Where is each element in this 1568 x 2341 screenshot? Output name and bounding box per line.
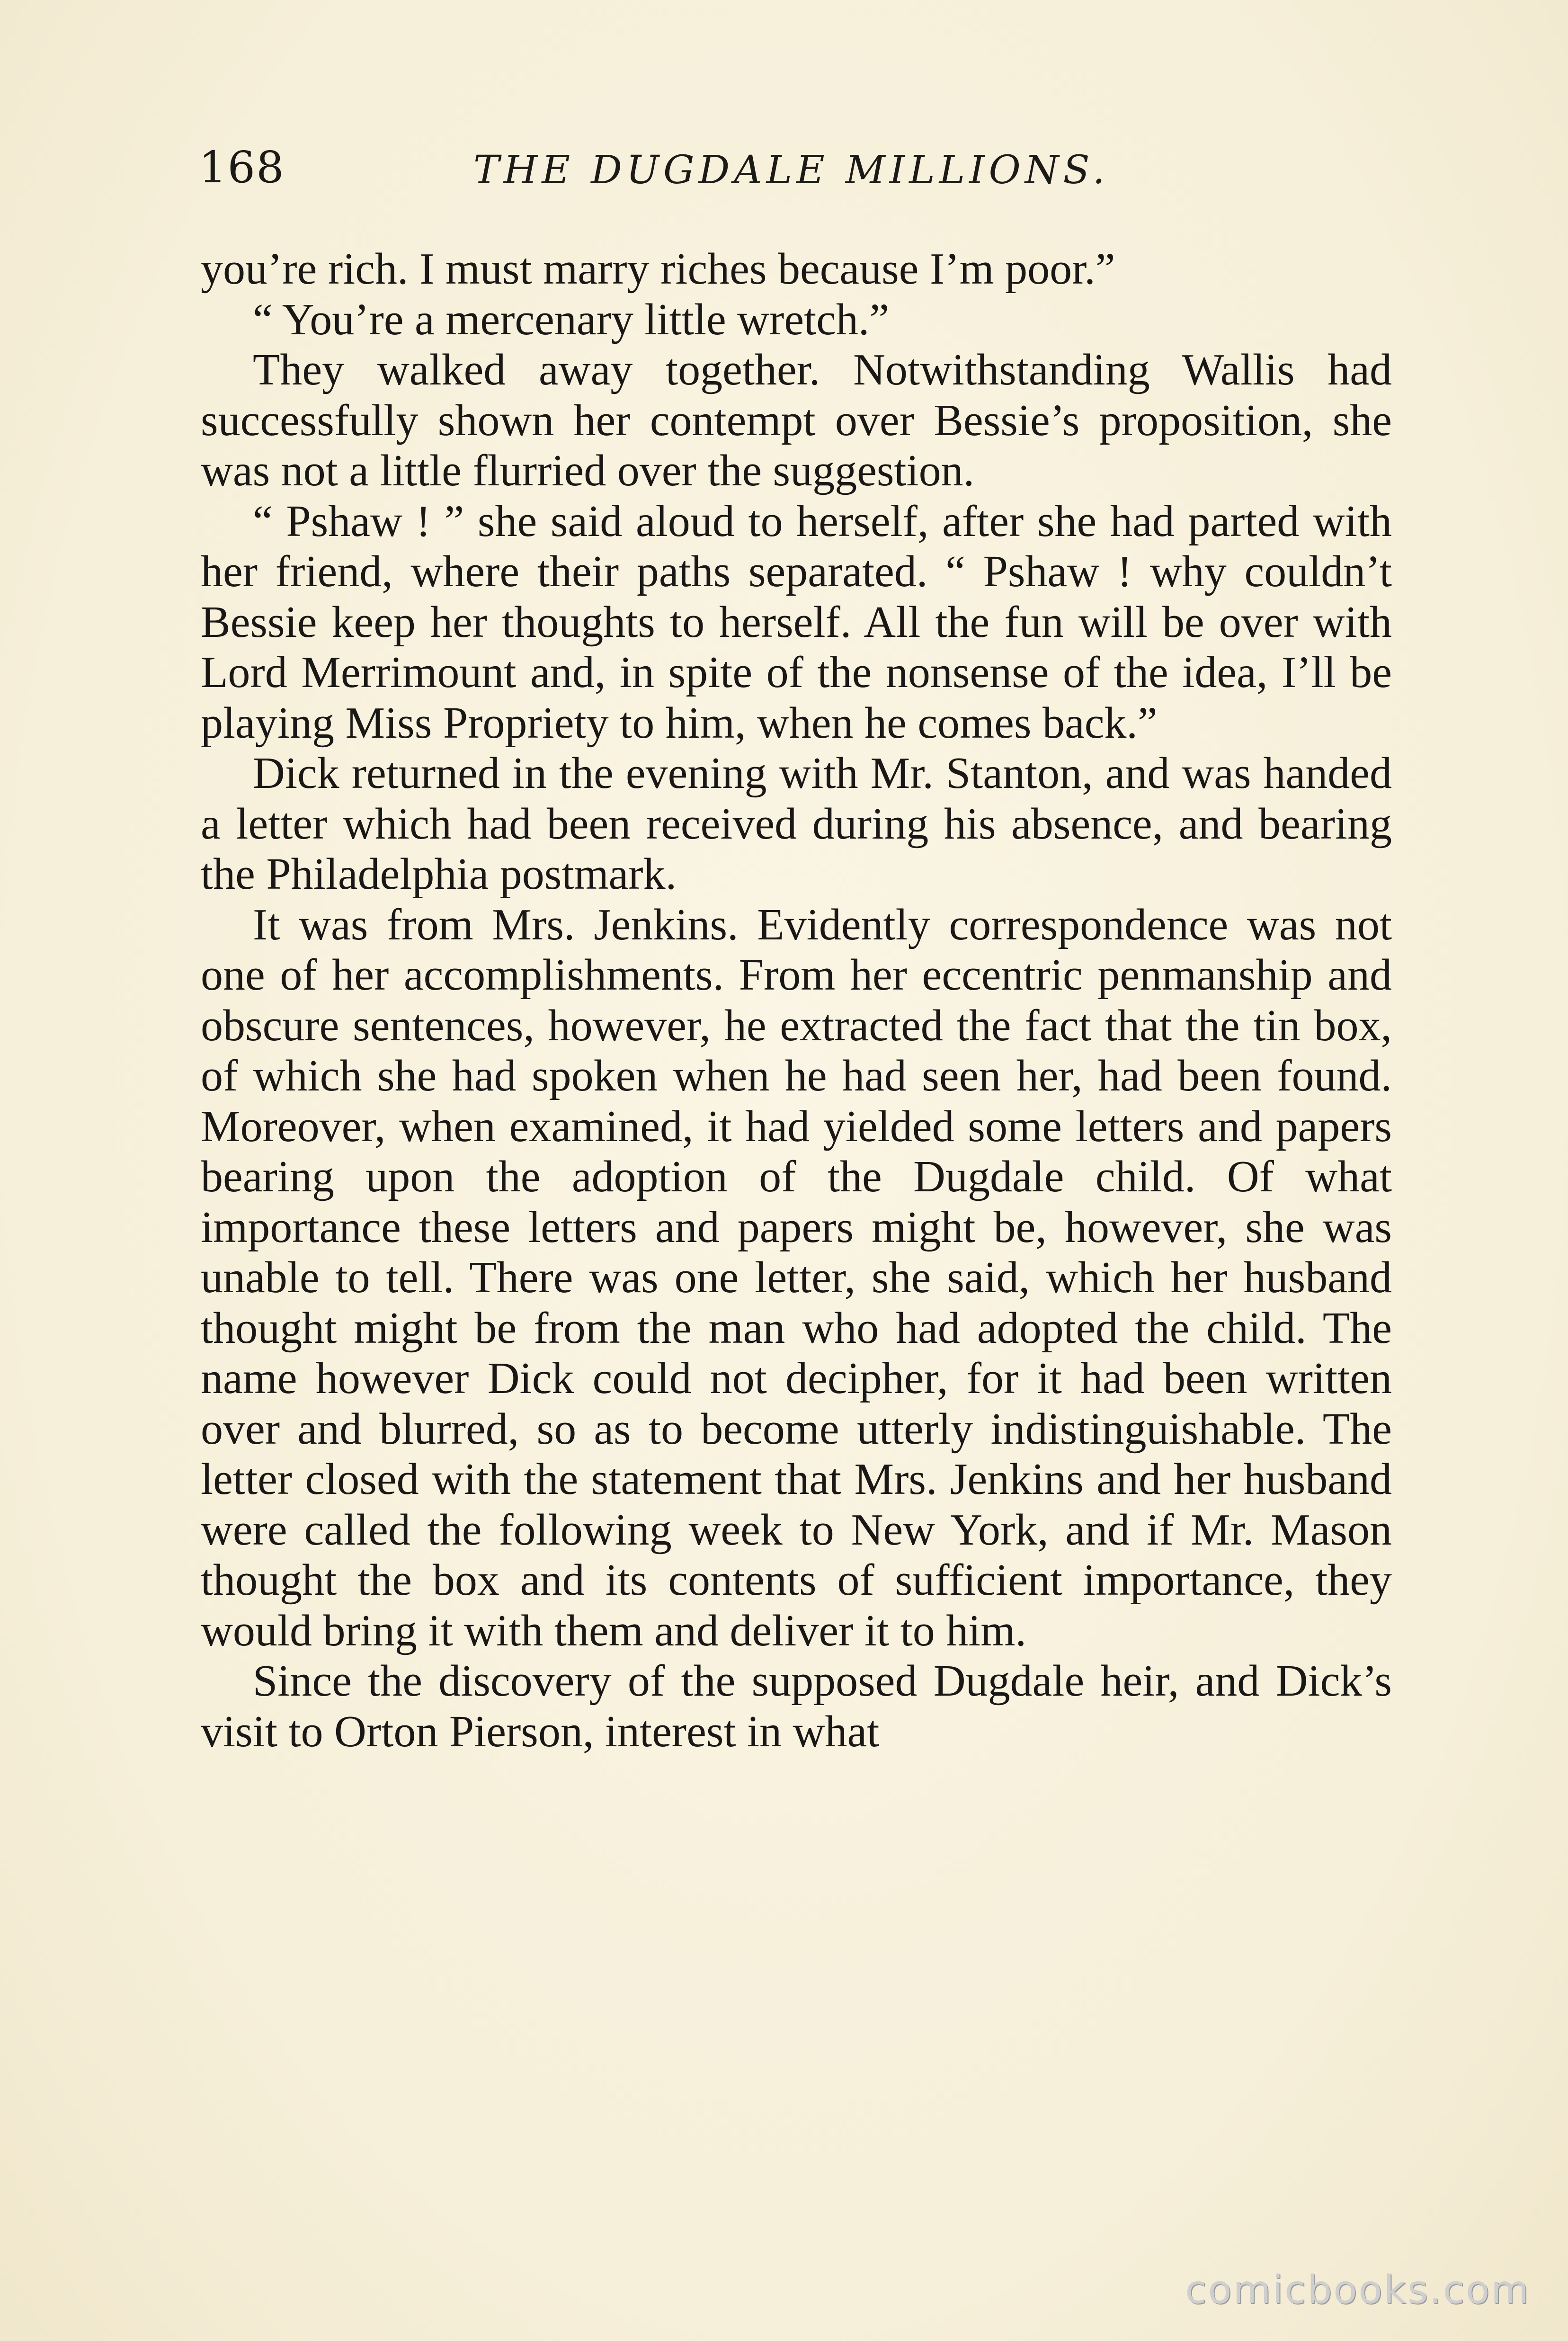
paragraph: “ Pshaw ! ” she said aloud to herself, after she had parted with her friend, where their paths separated. “ Pshaw ! why couldn’t Bessie keep her thoughts to herself. All the fun will be over with Lord Merrimount and, in spite of the nonsense of the idea, I’ll be playing Miss Propriety to him, when he comes back.” — [201, 496, 1392, 748]
page-number: 168 — [199, 142, 285, 193]
paragraph: It was from Mrs. Jenkins. Evidently correspondence was not one of her accomplishments. From her eccentric penmanship and obscure sentences, however, he extracted the fact that the tin box, of which she had spoken when he had seen her, had been found. Moreover, when examined, it had yielded some letters and papers bearing upon the adoption of the Dugdale child. Of what importance these letters and papers might be, however, she was unable to tell. There was one letter, she said, which her husband thought might be from the man who had adopted the child. The name however Dick could not decipher, for it had been written over and blurred, so as to become utterly indistinguishable. The letter closed with the statement that Mrs. Jenkins and her husband were called the following week to New York, and if Mr. Mason thought the box and its contents of sufficient importance, they would bring it with them and deliver it to him. — [201, 900, 1392, 1655]
site-watermark: comicbooks.com — [1185, 2268, 1530, 2313]
paragraph-continuation: you’re rich. I must marry riches because I’m poor.” — [201, 244, 1115, 294]
paragraph: “ You’re a mercenary little wretch.” — [253, 295, 890, 344]
paragraph: Since the discovery of the supposed Dugdale heir, and Dick’s visit to Orton Pierson, interest in what — [201, 1656, 1392, 1756]
page-header — [199, 142, 1392, 204]
body-text — [201, 244, 1392, 1757]
paragraph: They walked away together. Notwithstanding Wallis had successfully shown her contempt over Bessie’s proposition, she was not a little flurried over the suggestion. — [201, 345, 1392, 495]
paragraph: Dick returned in the evening with Mr. Stanton, and was handed a letter which had been received during his absence, and bearing the Philadelphia postmark. — [201, 749, 1392, 899]
running-title: THE DUGDALE MILLIONS. — [473, 148, 1109, 193]
